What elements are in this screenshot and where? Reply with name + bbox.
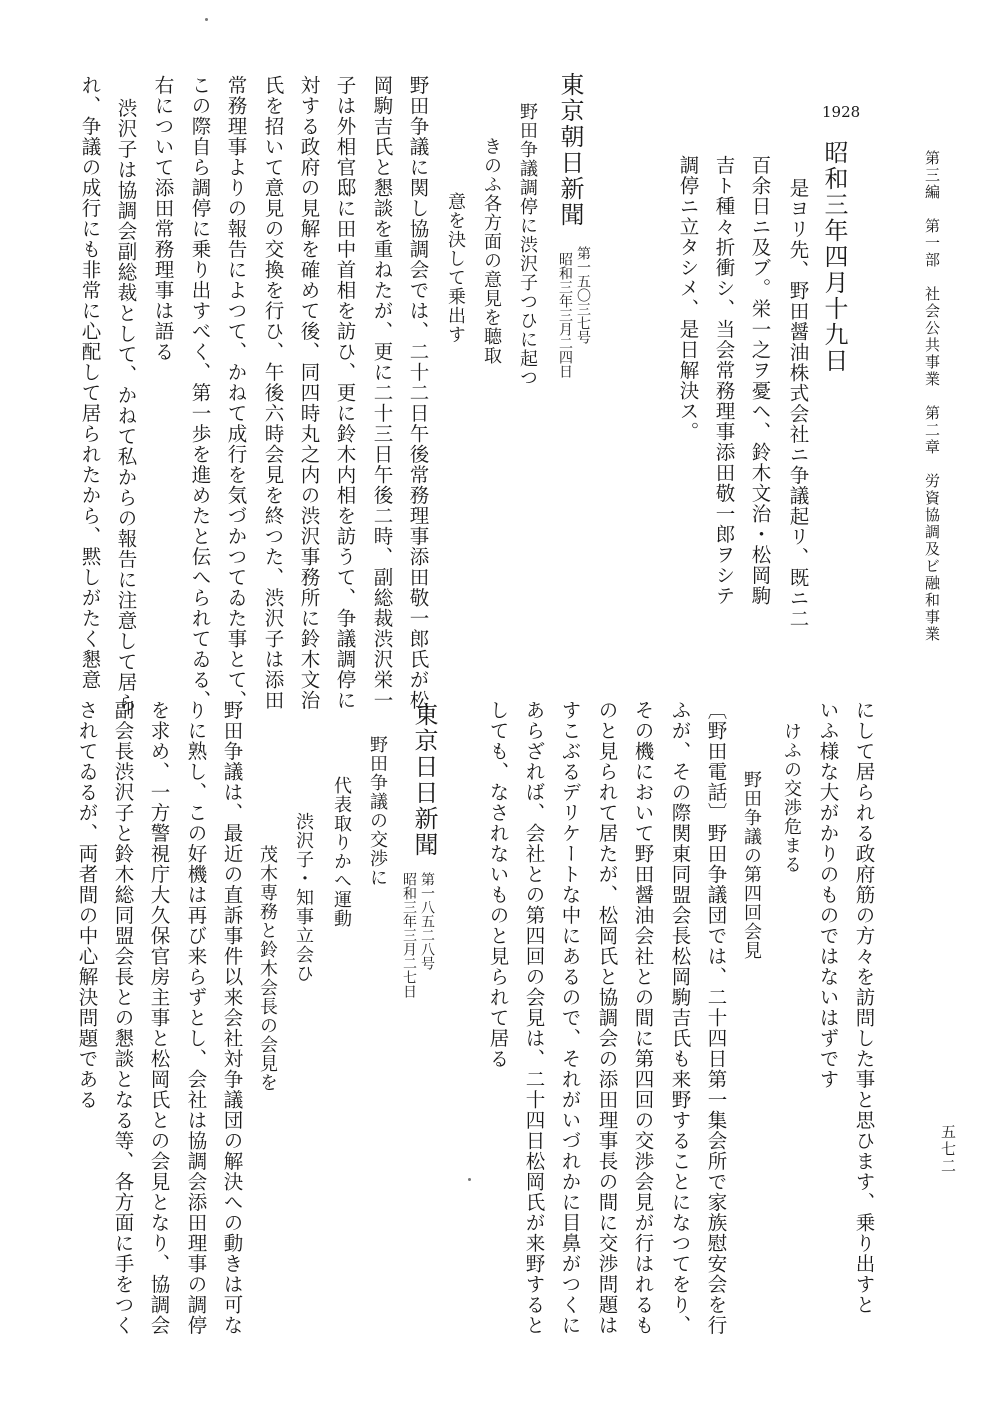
entry-line-2: 百余日ニ及ブ。栄一之ヲ憂ヘ、鈴木文治・松岡駒 (748, 155, 772, 606)
entry-line-4: 調停ニ立タシメ、是日解決ス。 (676, 155, 700, 442)
entry-date: 昭和三年四月十九日 (820, 140, 848, 374)
article1-headline-3: 意を決して乗出す (445, 192, 466, 344)
article2-issue-date: 昭和三年三月二七日 (401, 872, 417, 998)
article1-issue-date: 昭和三年三月二四日 (557, 252, 573, 378)
article1-body-line-7: この際自ら調停に乗り出すべく、第一歩を進めたと伝へられてゐる、 (188, 75, 212, 711)
article1-headline-2: きのふ各方面の意見を聴取 (481, 137, 502, 365)
article1-body-line-2: 岡駒吉氏と懇談を重ねたが、更に二十三日午後二時、副総裁渋沢栄一 (370, 75, 394, 711)
article1-body-line-9: 渋沢子は協調会副総裁として、かねて私からの報告に注意して居ら (114, 98, 138, 713)
article2-body-line-3: を求め、一方警視庁大久保官房主事と松岡氏との会見となり、協調会 (147, 700, 171, 1336)
article2-headline-4: 茂木専務と鈴木会長の会見を (257, 845, 278, 1092)
article2-headline-1: 野田争議の交渉に (367, 735, 388, 887)
article1-sub-body-line-6: あらざれば、会社との第四回の会見は、二十四日松岡氏が来野すると (522, 700, 546, 1336)
article1-sub-body-line-2: ふが、その際関東同盟会長松岡駒吉氏も来野することになつてをり、 (668, 700, 692, 1336)
article1-sub-body-line-4: のと見られて居たが、松岡氏と協調会の添田理事長の間に交渉問題は (595, 700, 619, 1336)
article1-body-line-6: 常務理事よりの報告によつて、かねて成行を気づかつてゐた事とて、 (224, 75, 248, 711)
article1-sub-headline-1: けふの交渉危まる (781, 722, 802, 874)
article2-body-line-1: 野田争議は、最近の直訴事件以来会社対争議団の解決への動きは可な (220, 700, 244, 1336)
article2-paper-name: 東京日日新聞 (410, 702, 438, 858)
article1-body-line-3: 子は外相官邸に田中首相を訪ひ、更に鈴木内相を訪うて、争議調停に (333, 75, 357, 711)
entry-line-3: 吉ト種々折衝シ、当会常務理事添田敬一郎ヲシテ (712, 155, 736, 606)
article2-headline-2: 代表取りかへ運動 (331, 776, 352, 928)
article1-sub-body-line-5: すこぶるデリケートな中にあるので、それがいづれかに目鼻がつくに (558, 700, 582, 1336)
article1-sub-headline-2: 野田争議の第四回会見 (741, 770, 762, 960)
article1-paper-name: 東京朝日新聞 (556, 72, 584, 228)
article1-body-line-4: 対する政府の見解を確めて後、同四時丸之内の渋沢事務所に鈴木文治 (297, 75, 321, 711)
article2-headline-3: 渋沢子・知事立会ひ (293, 812, 314, 983)
article1-sub-body-line-7: しても、なされないものと見られて居る (486, 700, 510, 1069)
article2-body-line-4: 副会長渋沢子と鈴木総同盟会長との懇談となる等、各方面に手をつく (111, 700, 135, 1336)
article1-cont-line-1: にして居られる政府筋の方々を訪問した事と思ひます、乗り出すと (852, 700, 876, 1315)
article2-issue-no: 第一八五二八号 (419, 872, 435, 970)
entry-line-1: 是ヨリ先、野田醤油株式会社ニ争議起リ、既ニ二 (786, 178, 810, 629)
article1-cont-line-2: いふ様な大がかりのものではないはずです (816, 700, 840, 1090)
article1-issue-no: 第一五〇三七号 (575, 246, 591, 344)
article1-sub-body-line-1: 〔野田電話〕野田争議団では、二十四日第一集会所で家族慰安会を行 (704, 700, 728, 1336)
article2-body-line-5: されてゐるが、両者間の中心解決問題である (75, 700, 99, 1110)
scan-speck (205, 18, 208, 21)
article1-body-line-5: 氏を招いて意見の交換を行ひ、午後六時会見を終つた、渋沢子は添田 (261, 75, 285, 711)
page-number: 五七二 (939, 1124, 957, 1175)
scan-speck (468, 1178, 471, 1181)
article2-body-line-2: りに熟し、この好機は再び来らずとし、会社は協調会添田理事の調停 (184, 700, 208, 1336)
running-header: 第三編 第一部 社会公共事業 第二章 労資協調及ビ融和事業 (923, 150, 941, 643)
article1-body-line-8: 右について添田常務理事は語る (151, 75, 175, 362)
article1-headline-1: 野田争議調停に渋沢子つひに起つ (517, 102, 538, 387)
article1-sub-body-line-3: その機において野田醤油会社との間に第四回の交渉会見が行はれるも (631, 700, 655, 1336)
year-western: 1928 (822, 103, 861, 121)
article1-body-line-1: 野田争議に関し協調会では、二十二日午後常務理事添田敬一郎氏が松 (406, 75, 430, 711)
article1-body-line-10: れ、争議の成行にも非常に心配して居られたから、黙しがたく懇意 (78, 75, 102, 690)
